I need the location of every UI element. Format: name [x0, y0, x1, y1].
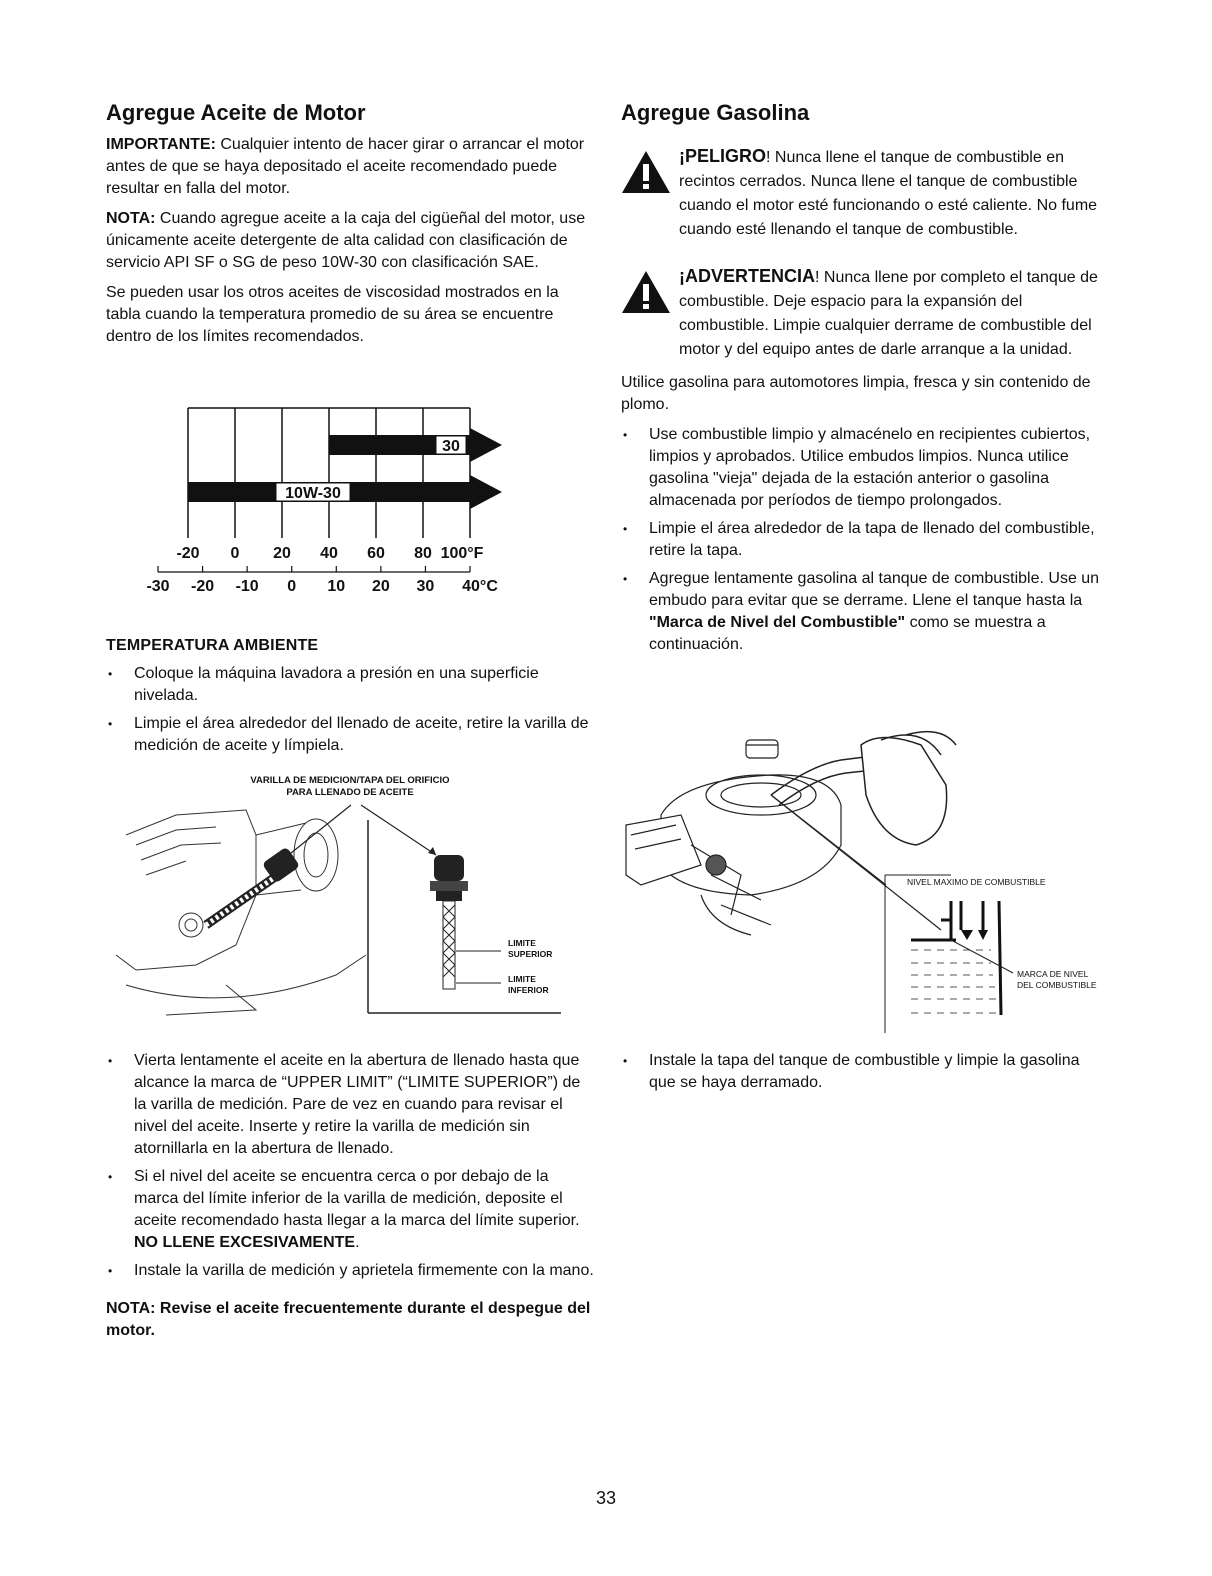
fahrenheit-tick: 60: [367, 545, 385, 562]
fahrenheit-tick: 80: [414, 545, 432, 562]
oil-bullets-2: [106, 1050, 594, 1282]
celsius-tick: -10: [235, 578, 259, 595]
list-item: • Coloque la máquina lavadora a presión en una superficie nivelada.: [106, 663, 594, 707]
danger-text: ¡PELIGRO! Nunca llene el tanque de combustible en recintos cerrados. Nunca llene el tanque de combustible cuando el motor esté funcionando o esté caliente. No fume cuando esté llenando el tanque de combustible.: [679, 146, 1098, 238]
danger-triangle-icon: [621, 150, 671, 194]
bar-arrow-30: [470, 428, 502, 462]
engine-fuel-sketch: [626, 740, 841, 935]
engine-sketch: [116, 810, 366, 1015]
fahrenheit-tick: -20: [176, 545, 200, 562]
danger-block: [621, 144, 1107, 242]
left-column: [106, 100, 594, 356]
celsius-tick: 40°C: [462, 578, 498, 595]
list-item: • Limpie el área alrededor del llenado de aceite, retire la varilla de medición de aceite y límpiela.: [106, 713, 594, 757]
fahrenheit-tick: 20: [273, 545, 291, 562]
celsius-tick: 10: [327, 578, 346, 595]
warning-block: [621, 264, 1107, 362]
important-paragraph: IMPORTANTE: Cualquier intento de hacer girar o arrancar el motor antes de que se haya depositado el aceite recomendado puede resultar en falla del motor.: [106, 136, 585, 197]
celsius-tick: -20: [191, 578, 215, 595]
dipstick-caption: VARILLA DE MEDICION/TAPA DEL ORIFICIO PARA LLENADO DE ACEITE: [250, 775, 450, 798]
list-item: • Instale la varilla de medición y aprietela firmemente con la mano.: [106, 1260, 594, 1282]
list-item: • Agregue lentamente gasolina al tanque de combustible. Use un embudo para evitar que se derrame. Llene el tanque hasta la "Marca de Nivel del Combustible" como se muestra a continuación.: [621, 568, 1107, 656]
celsius-tick: -30: [146, 578, 170, 595]
dipstick-detail: [430, 855, 501, 989]
list-item: • Si el nivel del aceite se encuentra cerca o por debajo de la marca del límite inferior de la varilla de medición, deposite el aceite recomendado hasta llegar a la marca del límite superior. NO LLENE EXCESIVAMENTE.: [106, 1166, 594, 1254]
viscosity-chart-svg: [140, 400, 540, 610]
temperature-section: [106, 637, 594, 763]
list-item: • Use combustible limpio y almacénelo en recipientes cubiertos, limpios y aprobados. Utilice embudos limpios. Nunca utilice gasolina "vieja" dejada de la estación anterior o gasolina almacenada por períodos de tiempo prolongados.: [621, 424, 1107, 512]
gasoline-section-title: Agregue Gasolina: [621, 100, 810, 125]
fahrenheit-tick: 100°F: [440, 545, 484, 562]
warning-text: ¡ADVERTENCIA! Nunca llene por completo el tanque de combustible. Deje espacio para la expansión del combustible. Limpie cualquier derrame de combustible del motor y del equipo antes de darle arranque a la unidad.: [679, 266, 1098, 358]
bar-label: 10W-30: [285, 485, 341, 502]
celsius-tick: 0: [287, 578, 297, 595]
gasoline-bullets: [621, 424, 1107, 656]
note-paragraph: NOTA: Cuando agregue aceite a la caja del cigüeñal del motor, use únicamente aceite detergente de alta calidad con clasificación de servicio API SF o SG de peso 10W-30 con clasificación SAE.: [106, 210, 586, 271]
oil-bullets-1: [106, 663, 594, 757]
list-item: • Limpie el área alrededor de la tapa de llenado del combustible, retire la tapa.: [621, 518, 1107, 562]
chart-grid: [188, 408, 470, 538]
fuel-mark-label: MARCA DE NIVEL DEL COMBUSTIBLE: [1017, 969, 1097, 990]
viscosity-chart: [140, 400, 540, 610]
fuel-level-dashes: [911, 950, 997, 1013]
gasoline-bullets-2: [621, 1050, 1107, 1094]
warning-triangle-icon: [621, 270, 671, 314]
fahrenheit-tick: 40: [320, 545, 338, 562]
celsius-axis: [146, 566, 498, 595]
temperature-heading: TEMPERATURA AMBIENTE: [106, 637, 319, 654]
fuel-max-label: NIVEL MAXIMO DE COMBUSTIBLE: [907, 877, 1046, 887]
oil-fill-section: [106, 1050, 594, 1350]
fuel-neck-detail: [911, 901, 1001, 1015]
engine-dipstick: [206, 847, 300, 925]
list-item: • Vierta lentamente el aceite en la abertura de llenado hasta que alcance la marca de “UPPER LIMIT” (“LIMITE SUPERIOR”) de la varilla de medición. Pare de vez en cuando para revisar el nivel del aceite. Inserte y retire la varilla de medición sin atornillarla en la abertura de llenado.: [106, 1050, 594, 1160]
gasoline-paragraph: Utilice gasolina para automotores limpia, fresca y sin contenido de plomo.: [621, 374, 1091, 413]
page-number: 33: [595, 1488, 617, 1508]
upper-limit-label: LIMITE SUPERIOR: [508, 938, 553, 959]
celsius-tick: 20: [371, 578, 390, 595]
celsius-tick: 30: [416, 578, 435, 595]
right-column: [621, 100, 1107, 662]
fahrenheit-tick: 0: [230, 545, 240, 562]
bar-label: 30: [442, 438, 460, 455]
fahrenheit-axis: [176, 545, 483, 562]
oil-section-title: Agregue Aceite de Motor: [106, 100, 366, 125]
lower-limit-label: LIMITE INFERIOR: [508, 974, 549, 995]
fuel-illustration: [621, 725, 1121, 1035]
bar-arrow-10W-30: [470, 475, 502, 509]
oil-note: NOTA: Revise el aceite frecuentemente durante el despegue del motor.: [106, 1300, 591, 1339]
list-item: • Instale la tapa del tanque de combustible y limpie la gasolina que se haya derramado.: [621, 1050, 1107, 1094]
dipstick-illustration: [106, 775, 594, 1020]
fuel-can-sketch: [771, 732, 956, 845]
gasoline-final-section: [621, 1050, 1107, 1100]
viscosity-paragraph: Se pueden usar los otros aceites de viscosidad mostrados en la tabla cuando la temperatura promedio de su área se encuentre dentro de los límites recomendados.: [106, 284, 559, 345]
